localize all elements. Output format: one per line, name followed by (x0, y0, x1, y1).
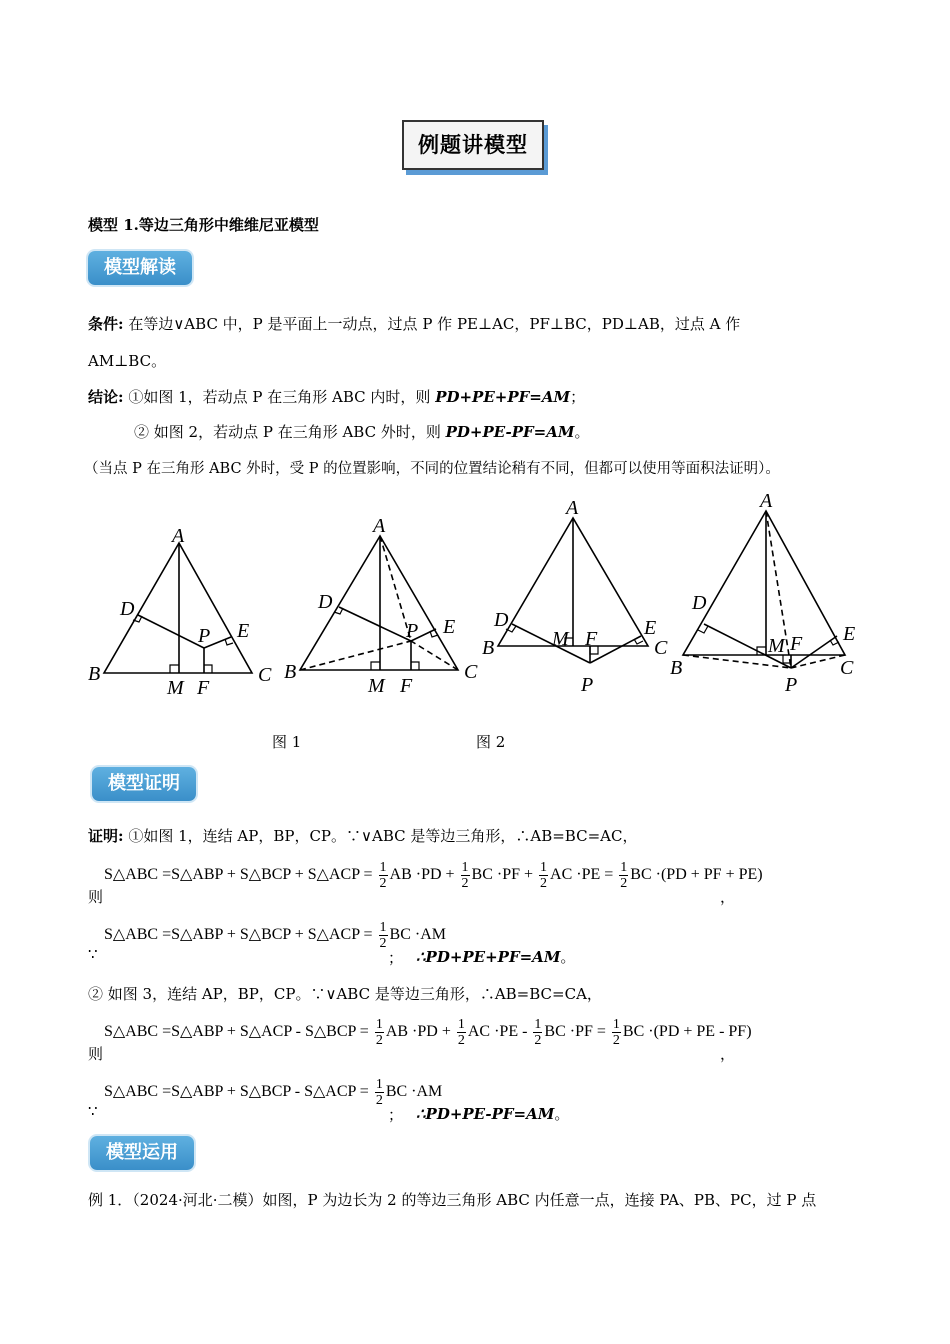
label-m: M (368, 675, 385, 697)
proof-text-1: ①如图 1，连结 AP，BP，CP。∵∨ABC 是等边三角形，∴AB=BC=AC， (128, 827, 638, 845)
conclusion-item-1: ①如图 1，若动点 P 在三角形 ABC 内时，则 (128, 388, 436, 406)
proof-conclusion-2 (416, 1103, 569, 1124)
label-b: B (482, 637, 495, 659)
page-title: 例题讲模型 (402, 120, 544, 170)
proof-because-1: ∵ (88, 945, 98, 963)
label-e: E (644, 617, 657, 639)
geometry-figures (80, 488, 870, 703)
proof-conclusion-end-2: 。 (554, 1105, 570, 1123)
equation-term: AB ·PD + (389, 866, 455, 884)
proof-conclusion-1 (416, 946, 575, 967)
equation-1 (104, 860, 763, 891)
label-e: E (443, 616, 456, 638)
equation-3 (104, 1017, 752, 1048)
equation-4-left: S△ABC =S△ABP + S△BCP - S△ACP = (104, 1083, 369, 1101)
proof-separator-1: ； (388, 949, 404, 967)
equation-term: AB ·PD + (385, 1023, 451, 1041)
proof-separator-2: ； (388, 1106, 404, 1124)
proof-because-2: ∵ (88, 1102, 98, 1120)
conclusion-label: 结论: (88, 388, 124, 406)
fraction: $\frac{1}{2}$ (534, 1017, 542, 1048)
label-f: F (197, 677, 210, 699)
figure-2b (498, 518, 648, 663)
fraction: $\frac{1}{2}$ (375, 1017, 383, 1048)
fraction: $\frac{1}{2}$ (620, 860, 628, 891)
badge-model-proof: 模型证明 (92, 767, 196, 801)
fraction: $\frac{1}{2}$ (375, 1077, 383, 1108)
label-f: F (400, 675, 413, 697)
label-a: A (760, 490, 773, 512)
fraction: $\frac{1}{2}$ (379, 860, 387, 891)
label-p: P (785, 674, 798, 696)
proof-line-2: ② 如图 3，连结 AP，BP，CP。∵∨ABC 是等边三角形，∴AB=BC=CA， (88, 985, 602, 1003)
equation-3-left: S△ABC =S△ABP + S△ACP - S△BCP = (104, 1023, 369, 1041)
label-b: B (284, 661, 297, 683)
label-d: D (120, 598, 135, 620)
proof-ze-1: 则 (88, 888, 104, 906)
proof-conclusion-end-1: 。 (560, 948, 576, 966)
fraction: $\frac{1}{2}$ (540, 860, 548, 891)
label-p: P (581, 674, 594, 696)
label-b: B (88, 663, 101, 685)
label-m: M (167, 677, 184, 699)
proof-conclusion-formula-1: ∴PD+PE+PF=AM (416, 948, 561, 966)
condition-line-2: AM⊥BC。 (88, 352, 167, 370)
proof-line-1 (88, 825, 637, 846)
equation-2-left: S△ABC =S△ABP + S△BCP + S△ACP = (104, 926, 373, 944)
equation-term: AC ·PE - (467, 1023, 528, 1041)
label-e: E (237, 620, 250, 642)
label-d: D (318, 591, 333, 613)
label-p: P (198, 625, 211, 647)
figure-2c (683, 511, 845, 668)
conclusion-item-2: ② 如图 2，若动点 P 在三角形 ABC 外时，则 (134, 423, 446, 441)
fraction: $\frac{1}{2}$ (379, 920, 387, 951)
label-a: A (566, 497, 579, 519)
fraction: $\frac{1}{2}$ (457, 1017, 465, 1048)
conclusion-end-1: ； (570, 388, 586, 406)
fraction: $\frac{1}{2}$ (461, 860, 469, 891)
label-d: D (494, 609, 509, 631)
equation-term: BC ·PF + (471, 866, 534, 884)
conclusion-formula-1: PD+PE+PF=AM (435, 388, 571, 406)
figure-caption-2: 图 2 (476, 733, 506, 751)
proof-label: 证明: (88, 827, 124, 845)
proof-ze-2: 则 (88, 1045, 104, 1063)
conclusion-end-2: 。 (574, 423, 590, 441)
label-m: M (552, 628, 569, 650)
example-1-text: 例 1．（2024·河北·二模）如图，P 为边长为 2 的等边三角形 ABC 内任意一点，连接 PA、PB、PC，过 P 点 (88, 1191, 817, 1209)
label-c: C (258, 664, 272, 686)
equation-term: AC ·PE = (550, 866, 614, 884)
label-p: P (406, 620, 419, 642)
label-b: B (670, 657, 683, 679)
label-c: C (654, 637, 668, 659)
condition-line-1 (88, 313, 740, 334)
label-a: A (172, 525, 185, 547)
equation-term: BC ·AM (385, 1083, 443, 1101)
label-c: C (464, 661, 478, 683)
label-d: D (692, 592, 707, 614)
equation-term: BC ·PF = (544, 1023, 606, 1041)
equation-1-left: S△ABC =S△ABP + S△BCP + S△ACP = (104, 866, 373, 884)
condition-text-1: 在等边∨ABC 中，P 是平面上一动点，过点 P 作 PE⊥AC，PF⊥BC，PD⊥AB，过点 A 作 (128, 315, 741, 333)
equation-term: BC ·AM (389, 926, 446, 944)
figure-caption-1: 图 1 (272, 733, 302, 751)
badge-model-apply: 模型运用 (90, 1136, 194, 1170)
badge-model-interpret: 模型解读 (88, 251, 192, 285)
equation-3-comma: ， (720, 1045, 736, 1063)
condition-label: 条件: (88, 315, 124, 333)
label-f: F (585, 628, 598, 650)
conclusion-note: （当点 P 在三角形 ABC 外时，受 P 的位置影响，不同的位置结论稍有不同，但都可以使用等面积法证明）。 (84, 461, 780, 477)
label-a: A (373, 515, 386, 537)
label-m: M (768, 635, 785, 657)
equation-term: BC ·(PD + PE - PF) (622, 1023, 752, 1041)
label-e: E (843, 623, 856, 645)
model-heading: 模型 1.等边三角形中维维尼亚模型 (88, 216, 319, 234)
equation-term: BC ·(PD + PF + PE) (630, 866, 763, 884)
conclusion-line-1 (88, 386, 585, 407)
equation-1-comma: ， (720, 888, 736, 906)
conclusion-formula-2: PD+PE-PF=AM (445, 423, 575, 441)
conclusion-line-2 (134, 421, 589, 442)
label-f: F (790, 633, 803, 655)
fraction: $\frac{1}{2}$ (612, 1017, 620, 1048)
label-c: C (840, 657, 854, 679)
proof-conclusion-formula-2: ∴PD+PE-PF=AM (416, 1105, 555, 1123)
